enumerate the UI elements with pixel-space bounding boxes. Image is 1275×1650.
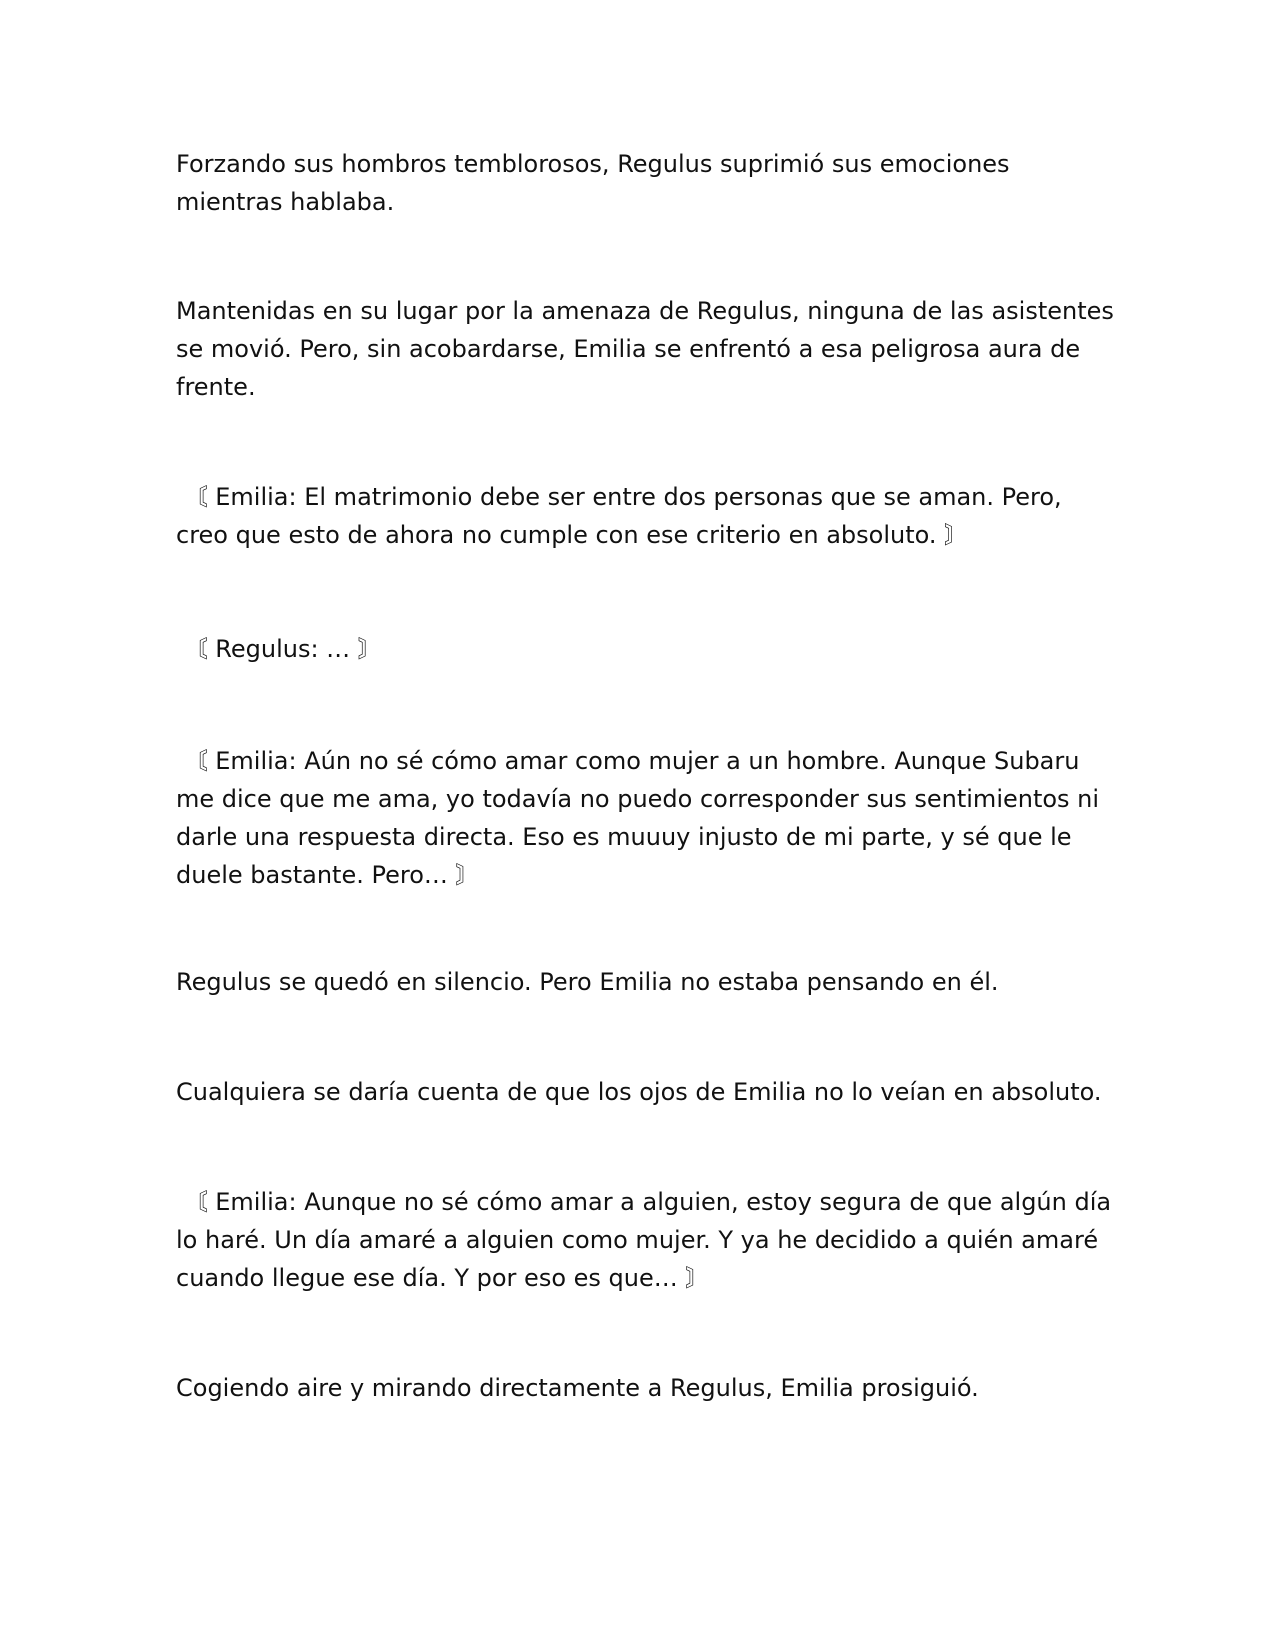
paragraph-8	[176, 1183, 1112, 1297]
paragraph-line: duele bastante. Pero… 〙	[176, 861, 480, 889]
paragraph-1	[176, 145, 1106, 221]
paragraph-9	[176, 1369, 1106, 1407]
paragraph-line: Cualquiera se daría cuenta de que los ojos de Emilia no lo veían en absoluto.	[176, 1078, 1102, 1106]
paragraph-7	[176, 1073, 1106, 1111]
paragraph-line: darle una respuesta directa. Eso es muuuy injusto de mi parte, y sé que le	[176, 823, 1072, 851]
paragraph-line: 〘 Regulus: … 〙	[176, 635, 382, 663]
paragraph-4	[176, 630, 1106, 668]
paragraph-line: me dice que me ama, yo todavía no puedo corresponder sus sentimientos ni	[176, 785, 1100, 813]
paragraph-2	[176, 292, 1114, 406]
paragraph-line: 〘 Emilia: Aunque no sé cómo amar a alguien, estoy segura de que algún día	[176, 1188, 1112, 1216]
paragraph-line: Mantenidas en su lugar por la amenaza de Regulus, ninguna de las asistentes	[176, 297, 1114, 325]
paragraph-line: 〘 Emilia: El matrimonio debe ser entre dos personas que se aman. Pero,	[176, 483, 1062, 511]
paragraph-line: lo haré. Un día amaré a alguien como mujer. Y ya he decidido a quién amaré	[176, 1226, 1099, 1254]
paragraph-line: cuando llegue ese día. Y por eso es que… 〙	[176, 1264, 710, 1292]
paragraph-line: Cogiendo aire y mirando directamente a Regulus, Emilia prosiguió.	[176, 1374, 979, 1402]
paragraph-line: Regulus se quedó en silencio. Pero Emilia no estaba pensando en él.	[176, 968, 999, 996]
paragraph-line: creo que esto de ahora no cumple con ese criterio en absoluto. 〙	[176, 521, 969, 549]
paragraph-3	[176, 478, 1106, 554]
paragraph-5	[176, 742, 1106, 894]
paragraph-line: 〘 Emilia: Aún no sé cómo amar como mujer a un hombre. Aunque Subaru	[176, 747, 1080, 775]
paragraph-line: frente.	[176, 373, 256, 401]
paragraph-6	[176, 963, 1106, 1001]
paragraph-line: mientras hablaba.	[176, 188, 395, 216]
paragraph-line: Forzando sus hombros temblorosos, Regulus suprimió sus emociones	[176, 150, 1010, 178]
paragraph-line: se movió. Pero, sin acobardarse, Emilia se enfrentó a esa peligrosa aura de	[176, 335, 1081, 363]
